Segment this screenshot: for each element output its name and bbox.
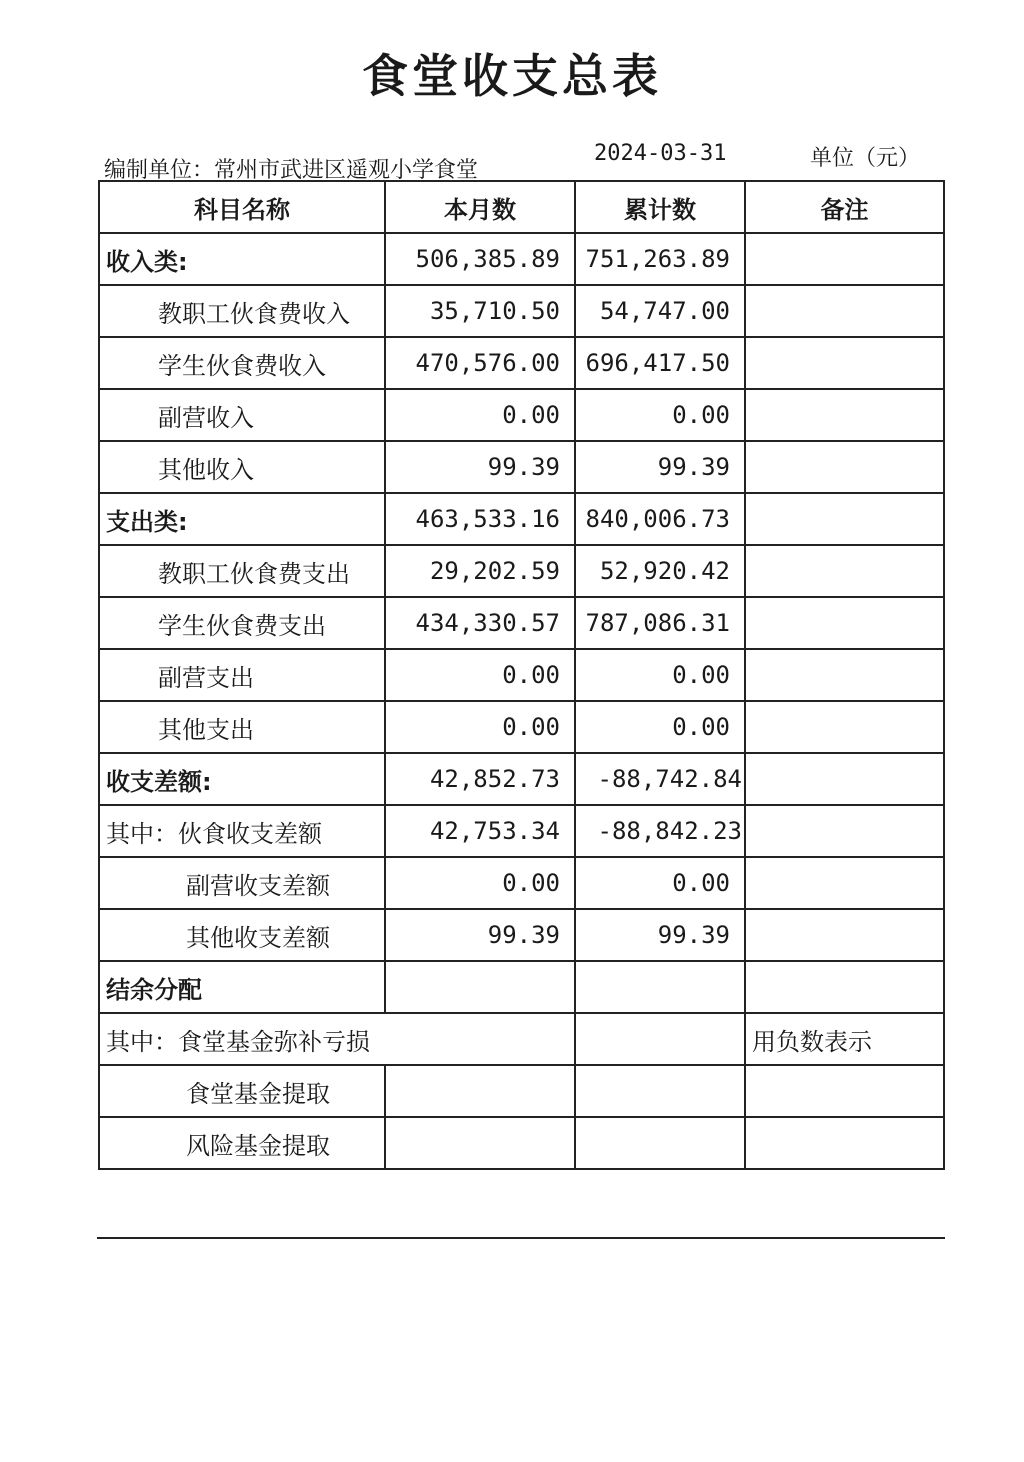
- row-month: [385, 961, 575, 1013]
- row-note: [745, 701, 944, 753]
- row-month: 42,753.34: [385, 805, 575, 857]
- row-note: [745, 493, 944, 545]
- table-row: [99, 285, 944, 337]
- row-note: [745, 389, 944, 441]
- row-month: 42,852.73: [385, 753, 575, 805]
- row-name: 副营收支差额: [99, 857, 385, 909]
- row-note: [745, 1117, 944, 1169]
- row-cumulative: [575, 1065, 745, 1117]
- row-month: 99.39: [385, 909, 575, 961]
- organization-label: 编制单位：常州市武进区遥观小学食堂: [104, 158, 479, 183]
- row-note: [745, 233, 944, 285]
- row-month: [385, 1065, 575, 1117]
- row-cumulative: [575, 961, 745, 1013]
- row-cumulative: 0.00: [575, 857, 745, 909]
- row-name: 副营支出: [99, 649, 385, 701]
- row-cumulative: 99.39: [575, 441, 745, 493]
- row-name: 其中：伙食收支差额: [99, 805, 385, 857]
- table-row: [99, 649, 944, 701]
- row-cumulative: 0.00: [575, 649, 745, 701]
- row-name: 学生伙食费收入: [99, 337, 385, 389]
- row-note: [745, 441, 944, 493]
- row-name: 食堂基金提取: [99, 1065, 385, 1117]
- table-row: [99, 441, 944, 493]
- row-note: [745, 909, 944, 961]
- table-row: [99, 597, 944, 649]
- row-month: 434,330.57: [385, 597, 575, 649]
- row-month: 0.00: [385, 701, 575, 753]
- table-row: [99, 493, 944, 545]
- row-cumulative: 99.39: [575, 909, 745, 961]
- row-cumulative: -88,842.23: [575, 805, 745, 857]
- row-cumulative: 0.00: [575, 701, 745, 753]
- table-row: [99, 805, 944, 857]
- row-note: [745, 649, 944, 701]
- header-cumulative-amount: 累计数: [575, 181, 745, 233]
- row-name: 其他收入: [99, 441, 385, 493]
- row-name: 教职工伙食费支出: [99, 545, 385, 597]
- currency-unit: 单位（元）: [810, 146, 921, 171]
- table-row: [99, 337, 944, 389]
- row-note: [745, 805, 944, 857]
- row-note: [745, 285, 944, 337]
- row-month: 29,202.59: [385, 545, 575, 597]
- row-name: 收入类:: [99, 233, 385, 285]
- row-name: 学生伙食费支出: [99, 597, 385, 649]
- header-account-name: 科目名称: [99, 181, 385, 233]
- row-cumulative: 787,086.31: [575, 597, 745, 649]
- row-note: [745, 597, 944, 649]
- row-name: 结余分配: [99, 961, 385, 1013]
- bottom-rule: [97, 1237, 945, 1239]
- row-month: 0.00: [385, 389, 575, 441]
- row-name: 教职工伙食费收入: [99, 285, 385, 337]
- row-note: [745, 961, 944, 1013]
- table-row: [99, 1013, 944, 1065]
- row-month: [385, 1117, 575, 1169]
- row-month: 0.00: [385, 649, 575, 701]
- row-month: 0.00: [385, 857, 575, 909]
- row-cumulative: [575, 1117, 745, 1169]
- row-month: 35,710.50: [385, 285, 575, 337]
- row-name: 其他收支差额: [99, 909, 385, 961]
- row-note: [745, 1065, 944, 1117]
- row-name: 风险基金提取: [99, 1117, 385, 1169]
- row-note: [745, 545, 944, 597]
- table-row: [99, 545, 944, 597]
- table-row: [99, 909, 944, 961]
- table-row: [99, 753, 944, 805]
- row-name: 副营收入: [99, 389, 385, 441]
- row-name: 收支差额:: [99, 753, 385, 805]
- row-cumulative: 696,417.50: [575, 337, 745, 389]
- table-row: [99, 701, 944, 753]
- row-name: 支出类:: [99, 493, 385, 545]
- row-note: [745, 337, 944, 389]
- report-date: 2024-03-31: [594, 141, 727, 166]
- row-cumulative: 54,747.00: [575, 285, 745, 337]
- row-month: 506,385.89: [385, 233, 575, 285]
- row-cumulative: 0.00: [575, 389, 745, 441]
- table-row: [99, 233, 944, 285]
- header-month-amount: 本月数: [385, 181, 575, 233]
- row-name: 其他支出: [99, 701, 385, 753]
- document-title: 食堂收支总表: [362, 49, 662, 103]
- table-row: [99, 857, 944, 909]
- row-note: [745, 857, 944, 909]
- row-cumulative: [575, 1013, 745, 1065]
- row-note: [745, 753, 944, 805]
- table-row: [99, 1117, 944, 1169]
- row-month: 470,576.00: [385, 337, 575, 389]
- row-note: 用负数表示: [745, 1013, 944, 1065]
- table-row: [99, 961, 944, 1013]
- row-month: 99.39: [385, 441, 575, 493]
- header-remarks: 备注: [745, 181, 944, 233]
- table-row: [99, 1065, 944, 1117]
- income-expense-table: [98, 180, 945, 1170]
- table-row: [99, 389, 944, 441]
- table-header-row: [99, 181, 944, 233]
- row-cumulative: 751,263.89: [575, 233, 745, 285]
- row-cumulative: 840,006.73: [575, 493, 745, 545]
- row-name: 其中：食堂基金弥补亏损: [99, 1013, 575, 1065]
- row-month: 463,533.16: [385, 493, 575, 545]
- row-cumulative: -88,742.84: [575, 753, 745, 805]
- row-cumulative: 52,920.42: [575, 545, 745, 597]
